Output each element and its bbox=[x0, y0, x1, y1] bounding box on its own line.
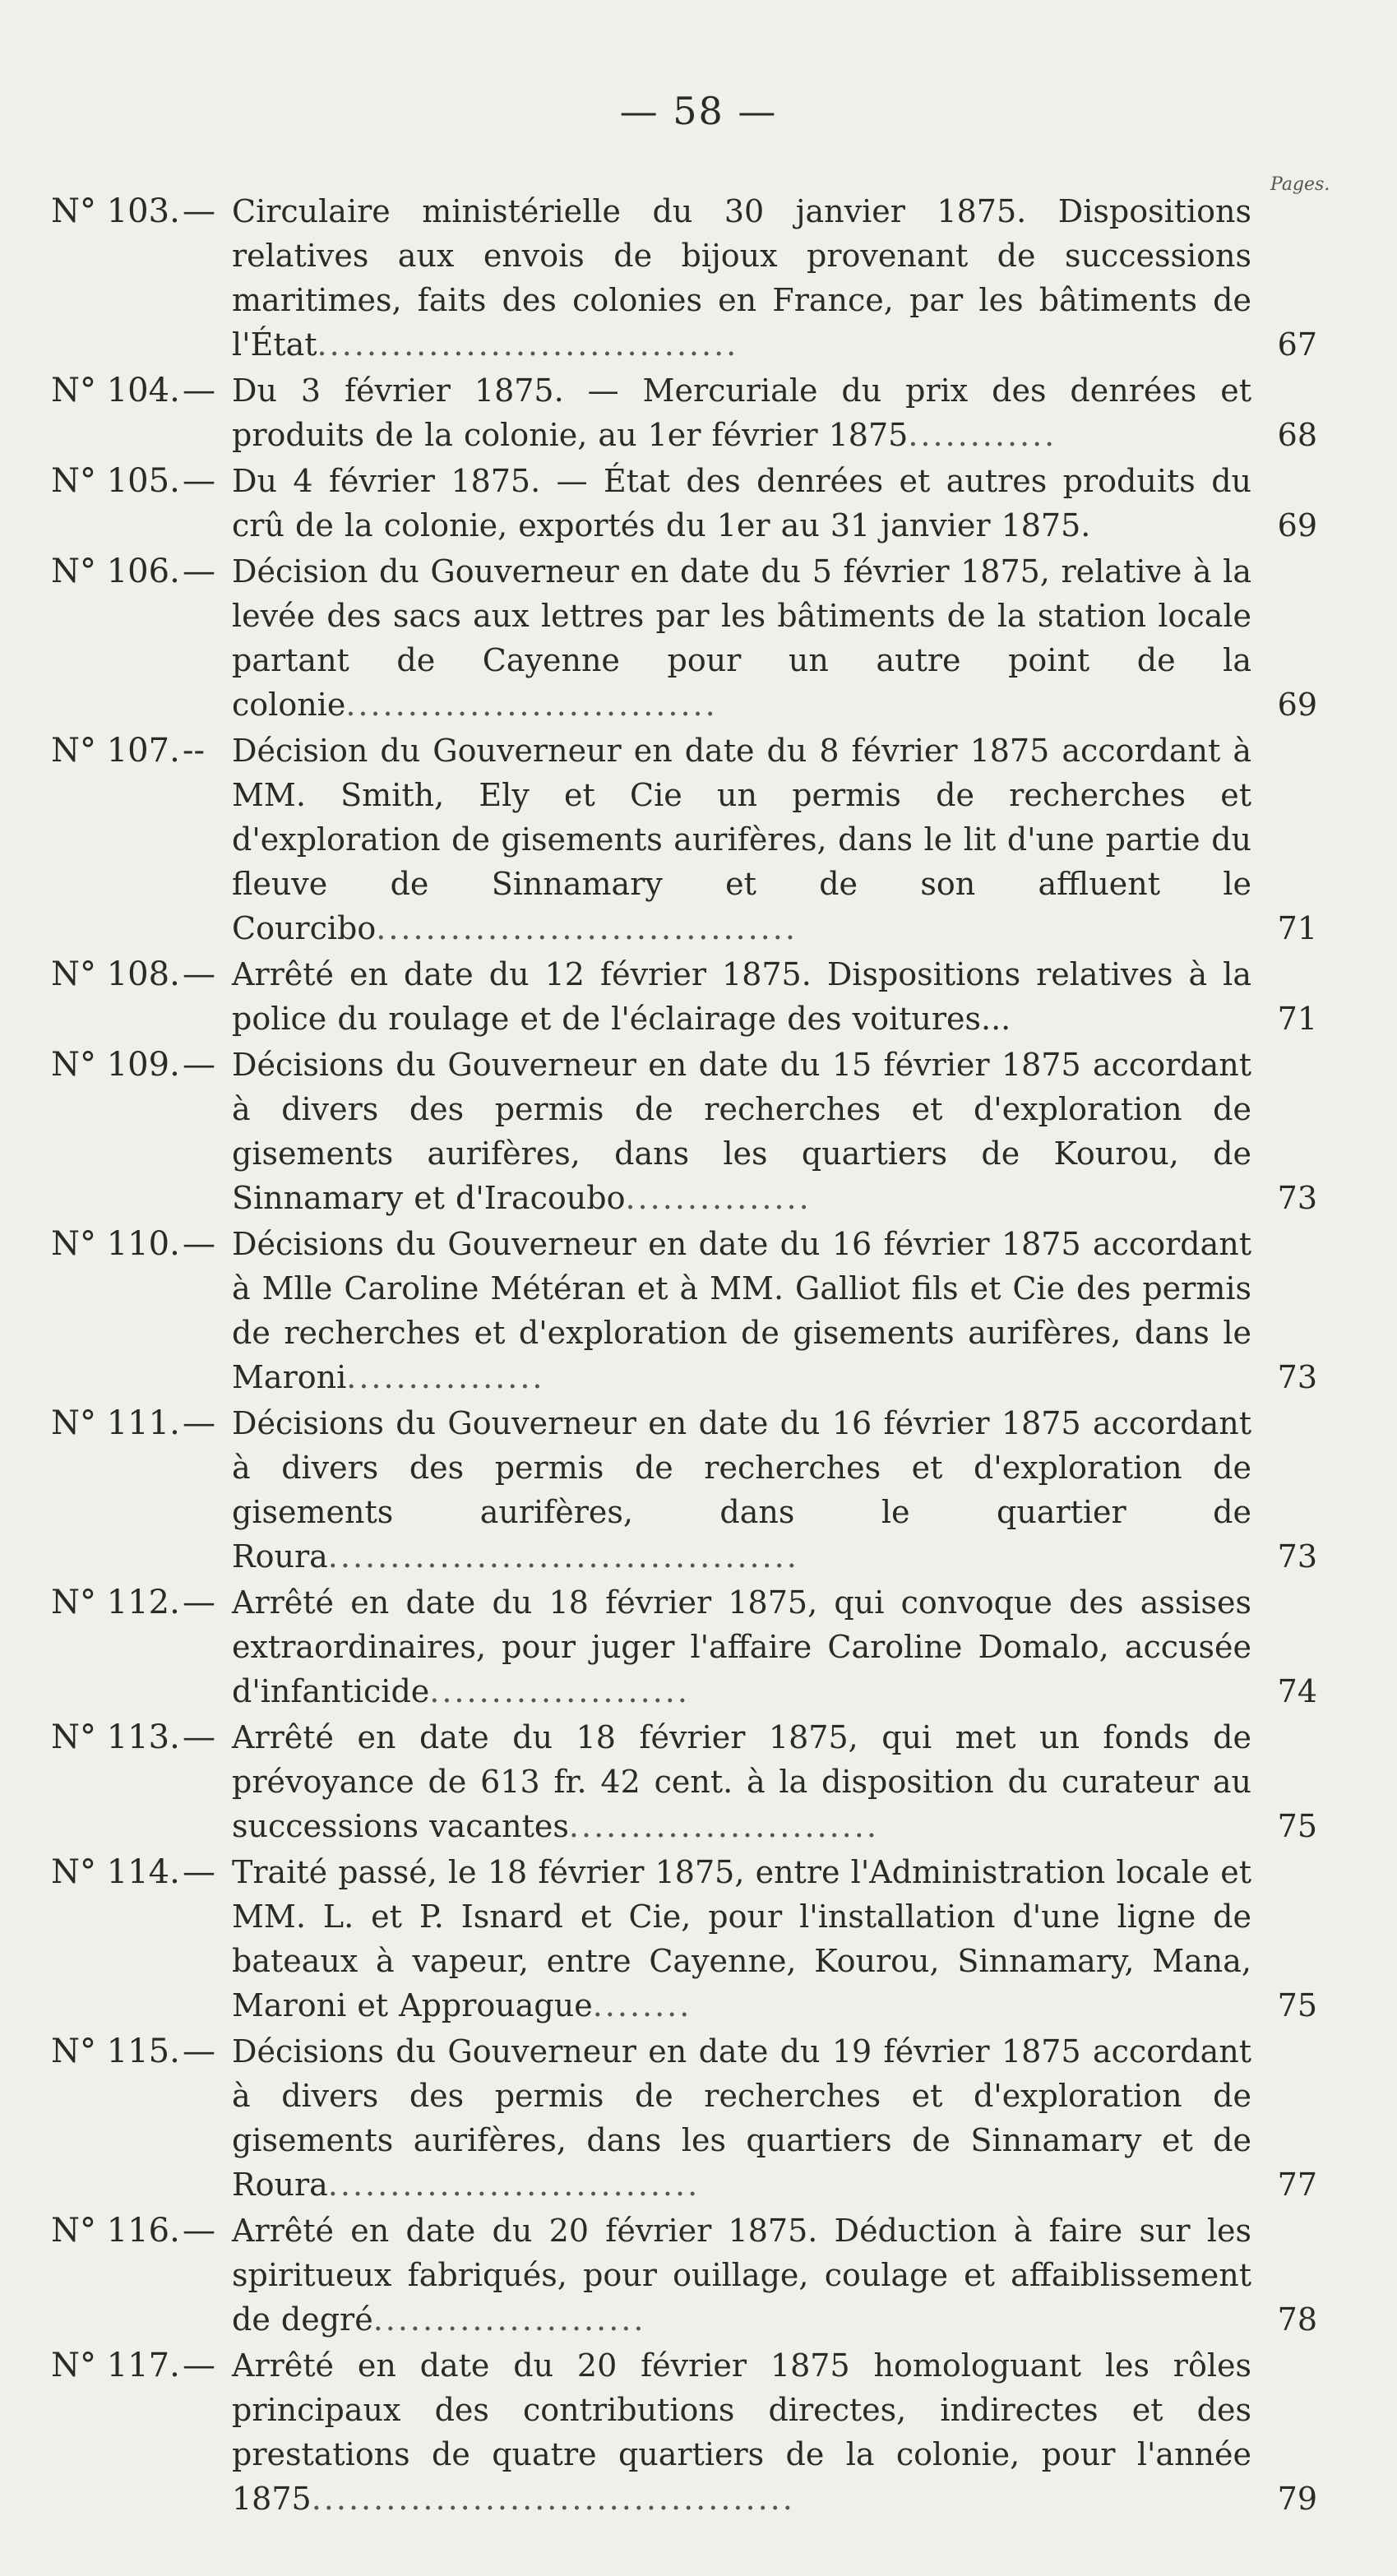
entry-page: 71 bbox=[1277, 1001, 1317, 1037]
entry-dash: — bbox=[183, 462, 215, 500]
entry-dash: — bbox=[183, 553, 215, 590]
entry-dash: — bbox=[183, 1718, 215, 1756]
entry-number: N° 112. bbox=[51, 1584, 180, 1621]
entry-text: Arrêté en date du 12 février 1875. Dispositions relatives à la police du roulage et de l'éclairage des voitures... bbox=[232, 956, 1251, 1037]
entry-page: 68 bbox=[1277, 417, 1317, 453]
entry-page: 74 bbox=[1277, 1673, 1317, 1709]
entry-number: N° 109. bbox=[51, 1046, 180, 1084]
entry-text: Décisions du Gouverneur en date du 19 février 1875 accordant à divers des permis de recherches et d'exploration de gisements aurifères, dans les quartiers de Sinnamary et de Roura bbox=[232, 2033, 1251, 2203]
dot-leader: .............................. bbox=[327, 2167, 701, 2203]
dot-leader: ...................................... bbox=[327, 1538, 799, 1575]
toc-entry-107 bbox=[51, 728, 1317, 950]
toc-entry-117 bbox=[51, 2343, 1317, 2521]
entry-dash: — bbox=[183, 2212, 215, 2250]
entry-number: N° 107. bbox=[51, 732, 180, 770]
entry-number: N° 104. bbox=[51, 372, 180, 409]
entry-dash: — bbox=[183, 2347, 215, 2384]
entry-page: 78 bbox=[1277, 2301, 1317, 2338]
entry-text: Arrêté en date du 20 février 1875. Déduction à faire sur les spiritueux fabriqués, pour ouillage, coulage et affaiblissement de degré bbox=[232, 2213, 1251, 2338]
dot-leader: ..................... bbox=[429, 1673, 690, 1709]
entry-dash: — bbox=[183, 1404, 215, 1442]
dot-leader: ............ bbox=[908, 417, 1057, 453]
pages-column-label: Pages. bbox=[1270, 174, 1330, 195]
toc-entry-111 bbox=[51, 1401, 1317, 1579]
entry-number: N° 105. bbox=[51, 462, 180, 500]
toc-entry-115 bbox=[51, 2029, 1317, 2207]
entry-number: N° 108. bbox=[51, 955, 180, 993]
entry-page: 73 bbox=[1277, 1359, 1317, 1395]
entry-text: Arrêté en date du 20 février 1875 homologuant les rôles principaux des contributions directes, indirectes et des prestations de quatre quartiers de la colonie, pour l'année 1875 bbox=[232, 2347, 1251, 2517]
entry-page: 79 bbox=[1277, 2481, 1317, 2517]
entry-number: N° 113. bbox=[51, 1718, 180, 1756]
entry-dash: — bbox=[183, 1853, 215, 1891]
entry-dash: — bbox=[183, 955, 215, 993]
entry-dash: — bbox=[183, 192, 215, 230]
dot-leader: ........ bbox=[592, 1987, 692, 2023]
entry-page: 69 bbox=[1277, 507, 1317, 543]
entry-page: 69 bbox=[1277, 687, 1317, 723]
entry-text: Arrêté en date du 18 février 1875, qui convoque des assises extraordinaires, pour juger l'affaire Caroline Domalo, accusée d'infanticide bbox=[232, 1584, 1251, 1709]
entry-number: N° 117. bbox=[51, 2347, 180, 2384]
entry-text: Décision du Gouverneur en date du 8 février 1875 accordant à MM. Smith, Ely et Cie un permis de recherches et d'exploration de gisements aurifères, dans le lit d'une partie du fleuve de Sinnamary et de son affluent le Courcibo bbox=[232, 733, 1251, 946]
entry-page: 71 bbox=[1277, 910, 1317, 946]
entry-dash: — bbox=[183, 1225, 215, 1263]
entry-dash: — bbox=[183, 1046, 215, 1084]
entry-dash: — bbox=[183, 372, 215, 409]
dot-leader: ......................... bbox=[568, 1808, 879, 1844]
entry-text: Décision du Gouverneur en date du 5 février 1875, relative à la levée des sacs aux lettres par les bâtiments de la station locale partant de Cayenne pour un autre point de la colonie bbox=[232, 553, 1251, 723]
entry-text: Du 3 février 1875. — Mercuriale du prix des denrées et produits de la colonie, au 1er février 1875 bbox=[232, 372, 1251, 453]
entry-page: 67 bbox=[1277, 326, 1317, 363]
entry-number: N° 116. bbox=[51, 2212, 180, 2250]
entry-number: N° 110. bbox=[51, 1225, 180, 1263]
toc-entry-106 bbox=[51, 549, 1317, 727]
entry-page: 73 bbox=[1277, 1538, 1317, 1575]
page-number: — 58 — bbox=[619, 89, 778, 133]
entry-dash: -- bbox=[183, 732, 206, 770]
entry-text: Décisions du Gouverneur en date du 15 février 1875 accordant à divers des permis de recherches et d'exploration de gisements aurifères, dans les quartiers de Kourou, de Sinnamary et d'Iracoubo bbox=[232, 1047, 1251, 1216]
entry-text: Arrêté en date du 18 février 1875, qui met un fonds de prévoyance de 613 fr. 42 cent. à la disposition du curateur au successions vacantes bbox=[232, 1719, 1251, 1844]
entry-dash: — bbox=[183, 2033, 215, 2070]
toc-entry-116 bbox=[51, 2208, 1317, 2342]
dot-leader: ...................... bbox=[372, 2301, 646, 2338]
entry-text: Décisions du Gouverneur en date du 16 février 1875 accordant à divers des permis de recherches et d'exploration de gisements aurifères, dans le quartier de Roura bbox=[232, 1405, 1251, 1575]
toc-entry-103 bbox=[51, 189, 1317, 367]
entry-number: N° 111. bbox=[51, 1404, 180, 1442]
entry-number: N° 106. bbox=[51, 553, 180, 590]
table-of-contents bbox=[51, 189, 1317, 2523]
dot-leader: ................ bbox=[346, 1359, 545, 1395]
dot-leader: .................................. bbox=[317, 326, 739, 363]
toc-entry-112 bbox=[51, 1580, 1317, 1713]
entry-text: Du 4 février 1875. — État des denrées et autres produits du crû de la colonie, exportés du 1er au 31 janvier 1875. bbox=[232, 463, 1251, 543]
toc-entry-105 bbox=[51, 459, 1317, 548]
toc-entry-113 bbox=[51, 1715, 1317, 1848]
entry-page: 75 bbox=[1277, 1987, 1317, 2023]
entry-text: Traité passé, le 18 février 1875, entre l'Administration locale et MM. L. et P. Isnard et Cie, pour l'installation d'une ligne de bateaux à vapeur, entre Cayenne, Kourou, Sinnamary, Mana, Maroni et Approuague bbox=[232, 1854, 1251, 2023]
entry-page: 75 bbox=[1277, 1808, 1317, 1844]
entry-dash: — bbox=[183, 1584, 215, 1621]
toc-entry-109 bbox=[51, 1043, 1317, 1220]
entry-text: Décisions du Gouverneur en date du 16 février 1875 accordant à Mlle Caroline Météran et à MM. Galliot fils et Cie des permis de recherches et d'exploration de gisements aurifères, dans le Maroni bbox=[232, 1226, 1251, 1395]
dot-leader: ............... bbox=[625, 1180, 812, 1216]
entry-text: Circulaire ministérielle du 30 janvier 1875. Dispositions relatives aux envois de bijoux provenant de successions maritimes, faits des colonies en France, par les bâtiments de l'État bbox=[232, 193, 1251, 363]
entry-page: 77 bbox=[1277, 2167, 1317, 2203]
toc-entry-114 bbox=[51, 1850, 1317, 2028]
dot-leader: .............................. bbox=[345, 687, 718, 723]
toc-entry-108 bbox=[51, 952, 1317, 1041]
entry-number: N° 115. bbox=[51, 2033, 180, 2070]
entry-page: 73 bbox=[1277, 1180, 1317, 1216]
toc-entry-104 bbox=[51, 368, 1317, 457]
dot-leader: .................................. bbox=[376, 910, 798, 946]
entry-number: N° 114. bbox=[51, 1853, 180, 1891]
dot-leader: ....................................... bbox=[311, 2481, 795, 2517]
entry-number: N° 103. bbox=[51, 192, 180, 230]
toc-entry-110 bbox=[51, 1222, 1317, 1399]
